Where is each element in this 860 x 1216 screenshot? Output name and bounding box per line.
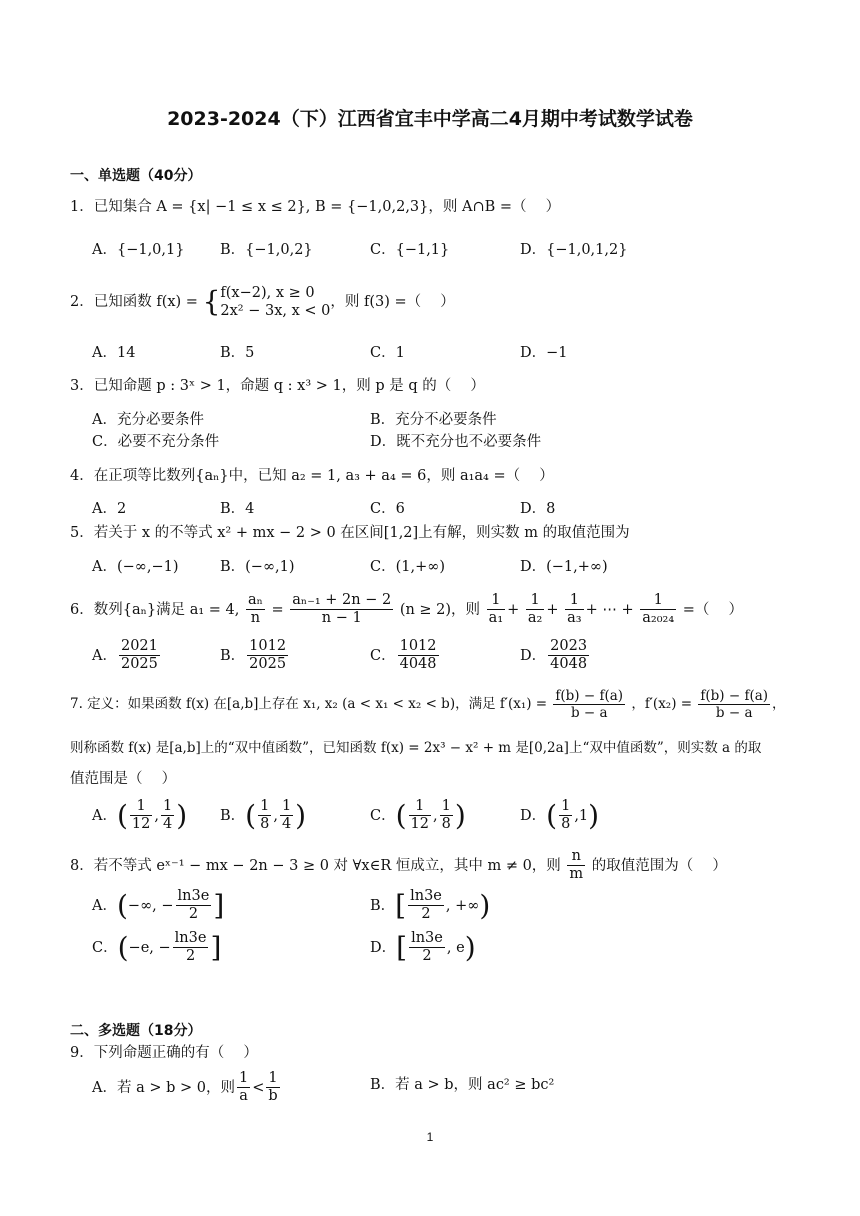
question-7-line-2: 则称函数 f(x) 是[a,b]上的“双中值函数”，已知函数 f(x) = 2x³ − x² + m 是[0,2a]上“双中值函数”，则实数 a 的取 xyxy=(70,740,762,756)
q2-option-b[interactable]: B．5 xyxy=(220,345,255,361)
q2-stem-post: ，则 f(3) =（ ） xyxy=(330,294,455,311)
q2-case-2: 2x² − 3x, x < 0 xyxy=(220,303,331,320)
q2-stem-pre: 2．已知函数 f(x) = xyxy=(70,294,198,311)
q1-option-a[interactable]: A．{−1,0,1} xyxy=(92,242,185,258)
q6-option-d[interactable]: D． $\frac{2023}{4048}$ xyxy=(520,638,588,673)
q8-option-c[interactable]: C．(−e, − $\frac{\ln 3e}{2}$ ] xyxy=(92,930,222,965)
question-1: 1．已知集合 A = {x| −1 ≤ x ≤ 2}, B = {−1,0,2,3}，则 A∩B =（ ） xyxy=(70,199,561,215)
q7-option-d[interactable]: D．( $\frac{1}{8}$ ,1) xyxy=(520,798,600,833)
section-single-choice: 一、单选题（40分） xyxy=(70,168,202,184)
q6-stem-pre: 6．数列{aₙ}满足 a₁ = 4, xyxy=(70,601,240,618)
page-number: 1 xyxy=(426,1130,434,1144)
q7-option-c[interactable]: C．( $\frac{1}{12}$ , $\frac{1}{8}$ ) xyxy=(370,798,466,833)
q4-option-b[interactable]: B．4 xyxy=(220,501,255,517)
q2-case-1: f(x−2), x ≥ 0 xyxy=(220,285,315,301)
page-title: 2023-2024（下）江西省宜丰中学高二4月期中考试数学试卷 xyxy=(167,108,693,130)
q6-option-a[interactable]: A． $\frac{2021}{2025}$ xyxy=(92,638,158,673)
q1-option-d[interactable]: D．{−1,0,1,2} xyxy=(520,242,628,258)
q6-sum-term-last: $\frac{1}{\text{a₂₀₂₄}}$ xyxy=(642,592,675,627)
q6-stem-mid: (n ≥ 2)，则 xyxy=(399,601,481,618)
question-4: 4．在正项等比数列{aₙ}中，已知 a₂ = 1, a₃ + a₄ = 6，则 a₁a₄ =（ ） xyxy=(70,468,554,484)
q6-sum-term-3: $\frac{1}{\text{a₃}}$ xyxy=(567,592,582,627)
q8-option-a[interactable]: A．(−∞, − $\frac{\ln 3e}{2}$ ] xyxy=(92,888,225,923)
q5-option-d[interactable]: D．(−1,+∞) xyxy=(520,559,608,575)
question-9: 9．下列命题正确的有（ ） xyxy=(70,1045,258,1061)
q2-option-a[interactable]: A．14 xyxy=(92,345,136,361)
q5-option-c[interactable]: C．(1,+∞) xyxy=(370,559,445,575)
question-7-line-1: 7. 定义：如果函数 f(x) 在[a,b]上存在 x₁, x₂ (a < x₁ < x₂ < b)，满足 f′(x₁) = $\frac{f(b) - f(a)}{b - a}$ ，f′(x₂) = $\frac{f(b) - f(a)}{b - a}$ ， xyxy=(70,688,786,722)
q4-option-a[interactable]: A．2 xyxy=(92,501,127,517)
question-3: 3．已知命题 p : 3ˣ > 1，命题 q : x³ > 1，则 p 是 q 的（ ） xyxy=(70,378,485,394)
q7-option-a[interactable]: A．( $\frac{1}{12}$ , $\frac{1}{4}$ ) xyxy=(92,798,188,833)
q3-option-d[interactable]: D．既不充分也不必要条件 xyxy=(370,434,542,450)
q7-option-b[interactable]: B．( $\frac{1}{8}$ , $\frac{1}{4}$ ) xyxy=(220,798,307,833)
question-6: 6．数列{aₙ}满足 a₁ = 4, $\frac{\text{aₙ}}{n}$ = $\frac{\text{aₙ₋₁ + 2n − 2}}{n - 1}$ (n ≥ 2)，则 $\frac{1}{\text{a₁}}$ + $\frac{1}{\text{a₂}}$ + $\frac{1}{\text{a₃}}$ + ⋯ + $\frac{1}{\text{a₂₀₂₄}}$ =（ ） xyxy=(70,592,744,627)
q3-option-b[interactable]: B．充分不必要条件 xyxy=(370,412,497,428)
q6-option-b[interactable]: B． $\frac{1012}{2025}$ xyxy=(220,638,287,673)
q6-sum-term-2: $\frac{1}{\text{a₂}}$ xyxy=(527,592,543,627)
brace-icon: { xyxy=(202,285,221,319)
q6-stem-post: =（ ） xyxy=(682,601,744,618)
question-8: 8．若不等式 eˣ⁻¹ − mx − 2n − 3 ≥ 0 对 ∀x∈R 恒成立，其中 m ≠ 0，则 $\frac{n}{m}$ 的取值范围为（ ） xyxy=(70,848,727,883)
q5-option-a[interactable]: A．(−∞,−1) xyxy=(92,559,179,575)
section-multi-choice: 二、多选题（18分） xyxy=(70,1023,202,1039)
q6-equals: = xyxy=(271,601,284,618)
q2-option-c[interactable]: C．1 xyxy=(370,345,405,361)
q1-option-b[interactable]: B．{−1,0,2} xyxy=(220,242,313,258)
q3-option-a[interactable]: A．充分必要条件 xyxy=(92,412,204,428)
q6-fraction-1: $\frac{\text{aₙ}}{n}$ xyxy=(247,592,263,627)
q6-sum-term-1: $\frac{1}{\text{a₁}}$ xyxy=(488,592,504,627)
q8-option-d[interactable]: D．[ $\frac{\ln 3e}{2}$ , e) xyxy=(370,930,476,965)
q9-option-a[interactable]: A．若 a > b > 0，则 $\frac{1}{a}$ < $\frac{1}{b}$ xyxy=(92,1070,278,1105)
question-5: 5．若关于 x 的不等式 x² + mx − 2 > 0 在区间[1,2]上有解，则实数 m 的取值范围为 xyxy=(70,525,630,541)
q8-option-b[interactable]: B．[ $\frac{\ln 3e}{2}$ , +∞) xyxy=(370,888,491,923)
q6-fraction-2: $\frac{\text{aₙ₋₁ + 2n − 2}}{n - 1}$ xyxy=(292,592,392,627)
q9-option-b[interactable]: B．若 a > b，则 ac² ≥ bc² xyxy=(370,1077,555,1093)
q4-option-c[interactable]: C．6 xyxy=(370,501,405,517)
q2-cases xyxy=(220,284,330,320)
q5-option-b[interactable]: B．(−∞,1) xyxy=(220,559,295,575)
question-2 xyxy=(70,284,455,320)
question-7-line-3: 值范围是（ ） xyxy=(70,771,177,787)
q1-option-c[interactable]: C．{−1,1} xyxy=(370,242,450,258)
q4-option-d[interactable]: D．8 xyxy=(520,501,556,517)
q6-option-c[interactable]: C． $\frac{1012}{4048}$ xyxy=(370,638,437,673)
q3-option-c[interactable]: C．必要不充分条件 xyxy=(92,434,220,450)
q2-option-d[interactable]: D．−1 xyxy=(520,345,568,361)
